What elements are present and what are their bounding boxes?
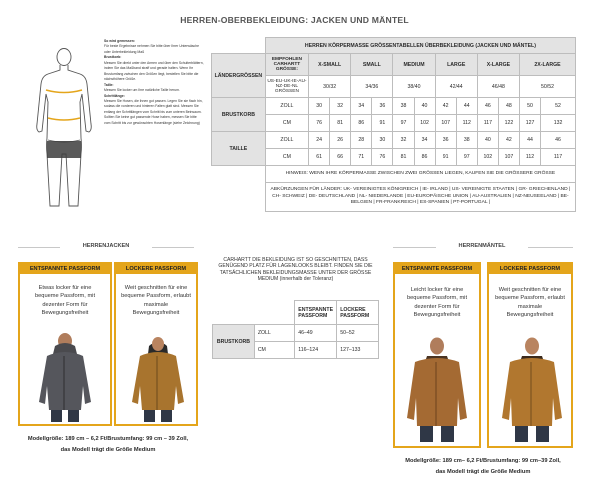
body-measure-figure <box>26 46 102 224</box>
coat-relaxed-fit-card <box>393 262 481 448</box>
caption-line: das Modell trägt die Größe Medium <box>60 446 156 453</box>
region-size-value: 30/32 <box>309 76 351 98</box>
page-title: HERREN-OBERBEKLEIDUNG: JACKEN UND MÄNTEL <box>180 15 409 25</box>
fit-desc-line: bequeme Passform, erlaubt <box>121 293 191 300</box>
fit-description <box>20 284 110 317</box>
size-cell: 97 <box>393 115 414 132</box>
size-header: 2X-LARGE <box>519 54 575 76</box>
coats-model-caption <box>389 456 577 477</box>
coats-section-title: HERRENMÄNTEL <box>436 243 528 249</box>
size-cell: 42 <box>435 98 456 115</box>
size-header: X-LARGE <box>477 54 519 76</box>
size-cell: 112 <box>519 149 540 166</box>
unit-label: ZOLL <box>265 132 308 149</box>
fit-title: ENTSPANNTE PASSFORM <box>395 264 479 274</box>
recommended-size-label: EMPFOHLEN CARHARTT GRÖSSE: <box>265 54 308 76</box>
guide-heading: Schrittlänge: <box>104 93 125 98</box>
size-cell: 46 <box>541 132 576 149</box>
unit-label: CM <box>265 115 308 132</box>
unit-label: ZOLL <box>265 98 308 115</box>
region-size-value: 46/48 <box>477 76 519 98</box>
jackets-section-title: HERRENJACKEN <box>60 243 152 249</box>
size-cell: 91 <box>435 149 456 166</box>
fit-desc-line: bequeme Passform, erlaubt <box>495 295 565 302</box>
size-cell: 26 <box>330 132 351 149</box>
size-cell: 52 <box>541 98 576 115</box>
guide-text: Messen Sie direkt unter den Armen und über den Schulterblättern, indem Sie das Maßband straff und gerade halten. Wenn Ihr Brustumfang zwischen den Größen liegt, bestellen Sie bitte die nächsthöhere Größe. <box>104 60 204 82</box>
region-size-value: 34/36 <box>351 76 393 98</box>
size-cell: 40 <box>414 98 435 115</box>
size-cell: 112 <box>456 115 477 132</box>
unit-label: ZOLL <box>254 325 294 342</box>
region-size-value: 38/40 <box>393 76 435 98</box>
size-cell: 102 <box>414 115 435 132</box>
size-cell: 61 <box>309 149 330 166</box>
fit-desc-line: dezenter Form für <box>42 301 88 308</box>
size-cell: 107 <box>435 115 456 132</box>
size-cell: 30 <box>309 98 330 115</box>
guide-heading: Brustkorb: <box>104 55 122 60</box>
fit-desc-line: maximale <box>517 303 543 310</box>
coat-loose-fit-card <box>487 262 573 448</box>
fit-desc-line: Bewegungsfreiheit <box>41 309 89 316</box>
size-cell: 122 <box>498 115 519 132</box>
size-cell: 102 <box>477 149 498 166</box>
size-cell: 86 <box>351 115 372 132</box>
fit-desc-line: maximale <box>143 301 169 308</box>
unit-label: CM <box>254 342 294 359</box>
size-header: X-SMALL <box>309 54 351 76</box>
fit-desc-line: Weit geschnitten für eine <box>124 285 188 291</box>
fit-desc-line: Leicht locker für eine <box>410 287 464 293</box>
size-cell: 36 <box>372 98 393 115</box>
size-cell: 40 <box>477 132 498 149</box>
size-header: SMALL <box>351 54 393 76</box>
region-size-value: 50/52 <box>519 76 575 98</box>
loose-fit-header: LOCKERE PASSFORM <box>337 301 379 325</box>
guide-text: Für beste Ergebnisse nehmen Sie bitte über Ihrer Unterwäsche oder Unterbekleidung Maß <box>104 44 199 54</box>
size-cell: 32 <box>393 132 414 149</box>
size-cell: 107 <box>498 149 519 166</box>
jacket-relaxed-fit-card <box>18 262 112 426</box>
country-sizes-label: LÄNDERGRÖSSEN <box>212 54 266 98</box>
measure-cell: 116–124 <box>295 342 337 359</box>
guide-heading: Taille: <box>104 82 114 87</box>
size-cell: 34 <box>351 98 372 115</box>
size-cell: 38 <box>393 98 414 115</box>
fit-desc-line: Bewegungsfreiheit <box>506 311 554 318</box>
fit-desc-line: Bewegungsfreiheit <box>413 311 461 318</box>
fit-desc-line: Weit geschnitten für eine <box>498 287 562 293</box>
size-hint: HINWEIS: WENN IHRE KÖRPERMASSE ZWISCHEN ZWEI GRÖSSEN LIEGEN, KAUFEN SIE DIE GRÖSSERE GRÖSSE <box>265 166 575 183</box>
size-cell: 81 <box>330 115 351 132</box>
measure-cell: 50–52 <box>337 325 379 342</box>
size-cell: 32 <box>330 98 351 115</box>
size-cell: 46 <box>477 98 498 115</box>
size-cell: 127 <box>519 115 540 132</box>
size-cell: 76 <box>309 115 330 132</box>
fit-description <box>489 286 571 319</box>
measure-cell: 46–49 <box>295 325 337 342</box>
country-abbreviations: ABKÜRZUNGEN FÜR LÄNDER: UK- VEREINIGTES KÖNIGREICH | IE- IRLAND | US- VEREINIGTE STAATEN | GR- GRIECHENLAND | CH- SCHWEIZ | DE- DEUTSCHLAND | NL- NIEDERLANDE | EU-EUROPÄISCHE UNION | AU-AUSTRALIEN | NZ-NEUSEELAND | BE-BELGIEN | FR-FRANKREICH | ES-SPANIEN | PT-PORTUGAL | <box>265 183 575 212</box>
region-size-value: 42/44 <box>435 76 477 98</box>
brown-hooded-jacket-photo <box>128 332 188 422</box>
size-table-title: HERREN KÖRPERMASSE GRÖSSENTABELLEN ÜBERBEKLEIDUNG (JACKEN UND MÄNTEL) <box>265 38 575 54</box>
size-cell: 28 <box>351 132 372 149</box>
size-chart-table <box>211 37 576 212</box>
fit-desc-line: dezenter Form für <box>414 303 460 310</box>
brown-chore-coat-photo <box>403 336 471 442</box>
tan-chore-coat-photo <box>498 336 566 442</box>
size-cell: 71 <box>351 149 372 166</box>
size-cell: 38 <box>456 132 477 149</box>
fit-title: ENTSPANNTE PASSFORM <box>20 264 110 274</box>
size-cell: 24 <box>309 132 330 149</box>
fit-description <box>116 284 196 317</box>
measuring-guide <box>104 39 204 126</box>
measure-cell: 127–133 <box>337 342 379 359</box>
guide-heading: So wird gemessen: <box>104 39 135 43</box>
fit-desc-line: Bewegungsfreiheit <box>132 309 180 316</box>
size-cell: 50 <box>519 98 540 115</box>
guide-text: Messen Sie Hosen, die ihnen gut passen. Legen Sie sie flach hin, sodass die vorderen und hinteren Falten glatt sind. Messen Sie entlang der Schrittlängen vom Schritt bis zum unteren Beinsaum. Sollten Sie keine gut passende Hose haben, messen Sie bitte vom Schritt bis zur gewünschten Hosenlänge (siehe Zeichnung) <box>104 98 203 125</box>
fit-title: LOCKERE PASSFORM <box>116 264 196 274</box>
caption-line: das Modell trägt die Größe Medium <box>435 468 531 475</box>
size-cell: 91 <box>372 115 393 132</box>
size-cell: 42 <box>498 132 519 149</box>
garment-measure-table <box>212 300 379 359</box>
size-cell: 44 <box>519 132 540 149</box>
size-cell: 97 <box>456 149 477 166</box>
fit-description <box>395 286 479 319</box>
caption-line: Modellgröße: 189 cm – 6,2 Ft/Brustumfang: 99 cm – 39 Zoll, <box>27 436 189 442</box>
fit-desc-line: bequeme Passform, mit <box>406 295 468 302</box>
fit-note: CARHARTT DIE BEKLEIDUNG IST SO GESCHNITTEN, DASS GENÜGEND PLATZ FÜR LAGENLOOKS BLEIBT. FINDEN SIE DIE TATSÄCHLICHEN BEKLEIDUNGSMASSE UNTER DER GRÖSSE MEDIUM (innerhalb der Toleranz) <box>218 257 373 282</box>
size-cell: 117 <box>541 149 576 166</box>
size-cell: 44 <box>456 98 477 115</box>
unit-label: CM <box>265 149 308 166</box>
size-cell: 34 <box>414 132 435 149</box>
size-cell: 117 <box>477 115 498 132</box>
size-cell: 76 <box>372 149 393 166</box>
chest-label: BRUSTKORB <box>213 325 255 359</box>
jacket-loose-fit-card <box>114 262 198 426</box>
size-cell: 36 <box>435 132 456 149</box>
chest-label: BRUSTKORB <box>212 98 266 132</box>
size-cell: 86 <box>414 149 435 166</box>
size-cell: 132 <box>541 115 576 132</box>
size-header: LARGE <box>435 54 477 76</box>
size-header: MEDIUM <box>393 54 435 76</box>
size-cell: 81 <box>393 149 414 166</box>
fit-desc-line: bequeme Passform, mit <box>34 293 96 300</box>
size-cell: 48 <box>498 98 519 115</box>
fit-desc-line: Etwas locker für eine <box>38 285 92 291</box>
size-cell: 30 <box>372 132 393 149</box>
guide-text: Messen Sie locker um Ihre natürliche Taille herum. <box>104 88 180 93</box>
relaxed-fit-header: ENTSPANNTE PASSFORM <box>295 301 337 325</box>
gray-hooded-jacket-photo <box>35 332 95 422</box>
jackets-model-caption <box>18 434 198 455</box>
caption-line: Modellgröße: 189 cm– 6,2 Ft/Brustumfang: 99 cm–39 Zoll, <box>405 458 561 464</box>
region-sizes-label: US-EU-UK-IE-AU-NZ-DE-NL GRÖSSEN <box>265 76 308 98</box>
fit-title: LOCKERE PASSFORM <box>489 264 571 274</box>
size-cell: 66 <box>330 149 351 166</box>
waist-label: TAILLE <box>212 132 266 166</box>
